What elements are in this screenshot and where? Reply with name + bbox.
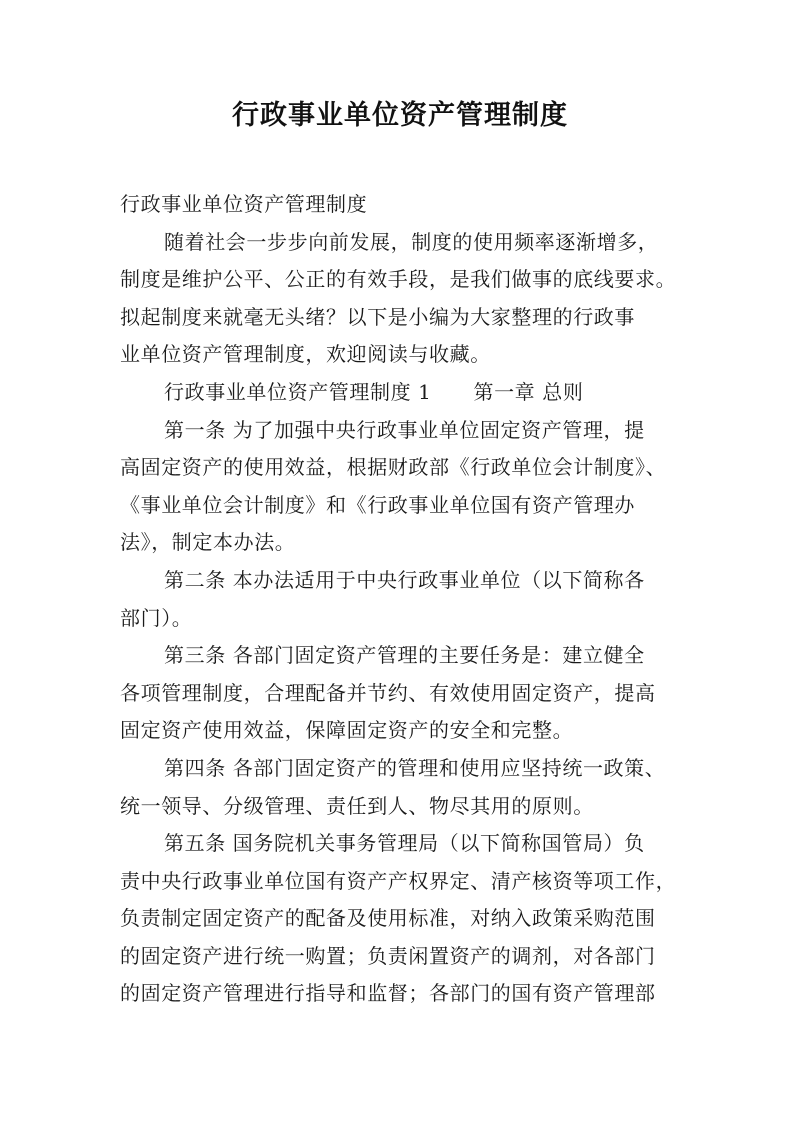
article-3-line: 各项管理制度，合理配备并节约、有效使用固定资产，提高: [120, 680, 656, 705]
article-3-line: 第三条 各部门固定资产管理的主要任务是：建立健全: [164, 643, 645, 668]
article-1-line: 第一条 为了加强中央行政事业单位固定资产管理，提: [164, 417, 645, 442]
intro-line: 制度是维护公平、公正的有效手段，是我们做事的底线要求。: [120, 267, 677, 292]
document-title: 行政事业单位资产管理制度: [232, 100, 568, 131]
intro-line: 随着社会一步步向前发展，制度的使用频率逐渐增多，: [164, 229, 659, 254]
article-5-line: 第五条 国务院机关事务管理局（以下简称国管局）负: [164, 831, 645, 856]
article-4-line: 统一领导、分级管理、责任到人、物尽其用的原则。: [120, 793, 594, 818]
article-2-line: 部门）。: [120, 605, 193, 630]
section-heading-line: [120, 374, 700, 412]
article-5-line: 的固定资产管理进行指导和监督；各部门的国有资产管理部: [120, 981, 656, 1006]
intro-line: 业单位资产管理制度，欢迎阅读与收藏。: [120, 342, 491, 367]
article-5-line: 的固定资产进行统一购置；负责闲置资产的调剂，对各部门: [120, 943, 656, 968]
article-1-line: 法》，制定本办法。: [120, 530, 296, 555]
article-5-line: 责中央行政事业单位国有资产产权界定、清产核资等项工作，: [120, 868, 677, 893]
article-1-line: 《事业单位会计制度》和《行政事业单位国有资产管理办: [120, 492, 635, 517]
article-5-line: 负责制定固定资产的配备及使用标准，对纳入政策采购范围: [120, 906, 656, 931]
article-1-line: 高固定资产的使用效益，根据财政部《行政单位会计制度》、: [120, 455, 667, 480]
chapter-heading: 第一章 总则: [473, 379, 584, 404]
article-3-line: 固定资产使用效益，保障固定资产的安全和完整。: [120, 718, 574, 743]
article-2-line: 第二条 本办法适用于中央行政事业单位（以下简称各: [164, 567, 645, 592]
document-body: [120, 186, 700, 1013]
section-heading: 行政事业单位资产管理制度 1: [164, 379, 432, 404]
article-4-line: 第四条 各部门固定资产的管理和使用应坚持统一政策、: [164, 755, 666, 780]
document-subtitle: 行政事业单位资产管理制度: [120, 192, 368, 216]
intro-line: 拟起制度来就毫无头绪？以下是小编为大家整理的行政事: [120, 304, 635, 329]
